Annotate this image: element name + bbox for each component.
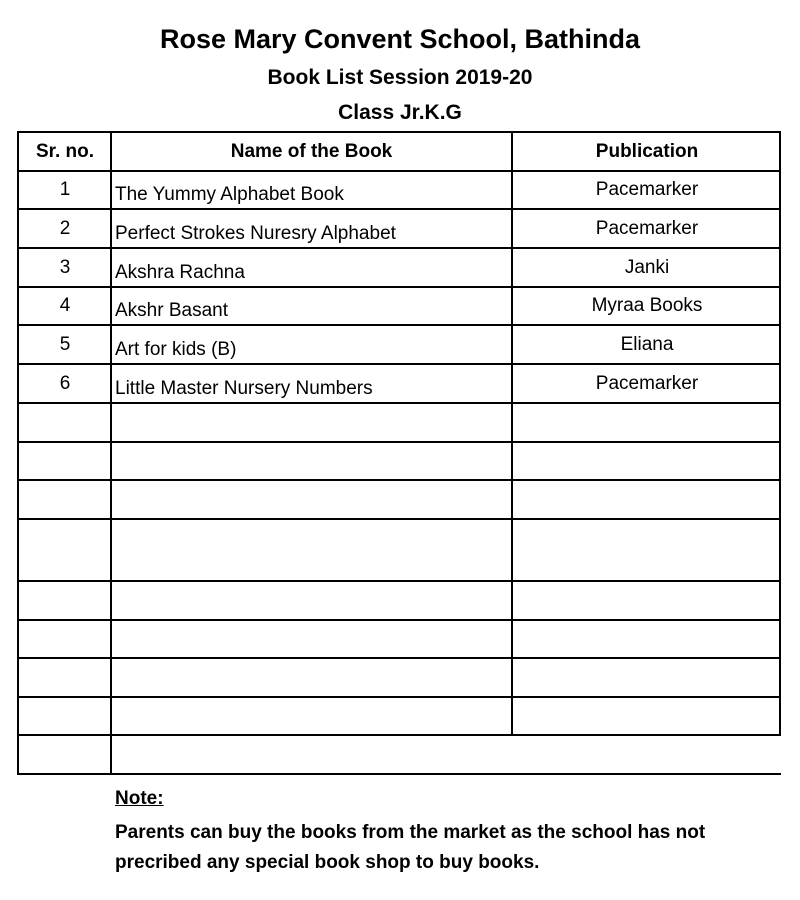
note-text: Parents can buy the books from the market as the school has not precribed any special book shop to buy books.	[115, 822, 706, 873]
table-row-3-name: Akshra Rachna	[115, 262, 245, 283]
table-row-5-sr: 5	[59, 334, 71, 355]
table-row-6-name: Little Master Nursery Numbers	[115, 378, 373, 399]
table-row-6-sr: 6	[59, 373, 71, 394]
session-title: Book List Session 2019-20	[267, 66, 533, 89]
table-row-6-publication: Pacemarker	[595, 373, 699, 394]
column-header-sr-no: Sr. no.	[35, 141, 95, 162]
class-title: Class Jr.K.G	[338, 101, 462, 124]
note-label: Note:	[115, 788, 164, 809]
table-row-1-sr: 1	[59, 179, 71, 200]
table-row-2-sr: 2	[59, 218, 71, 239]
table-row-4-name: Akshr Basant	[115, 300, 228, 321]
table-row-1-name: The Yummy Alphabet Book	[115, 184, 344, 205]
table-row-1-publication: Pacemarker	[595, 179, 699, 200]
column-header-book-name: Name of the Book	[230, 141, 393, 162]
table-row-4-publication: Myraa Books	[591, 295, 703, 316]
column-header-publication: Publication	[595, 141, 699, 162]
school-name: Rose Mary Convent School, Bathinda	[159, 24, 641, 54]
table-row-3-publication: Janki	[624, 257, 670, 278]
table-row-2-publication: Pacemarker	[595, 218, 699, 239]
table-row-3-sr: 3	[59, 257, 71, 278]
table-row-2-name: Perfect Strokes Nuresry Alphabet	[115, 223, 396, 244]
table-row-5-name: Art for kids (B)	[115, 339, 237, 360]
table-row-4-sr: 4	[59, 295, 71, 316]
table-row-5-publication: Eliana	[620, 334, 674, 355]
